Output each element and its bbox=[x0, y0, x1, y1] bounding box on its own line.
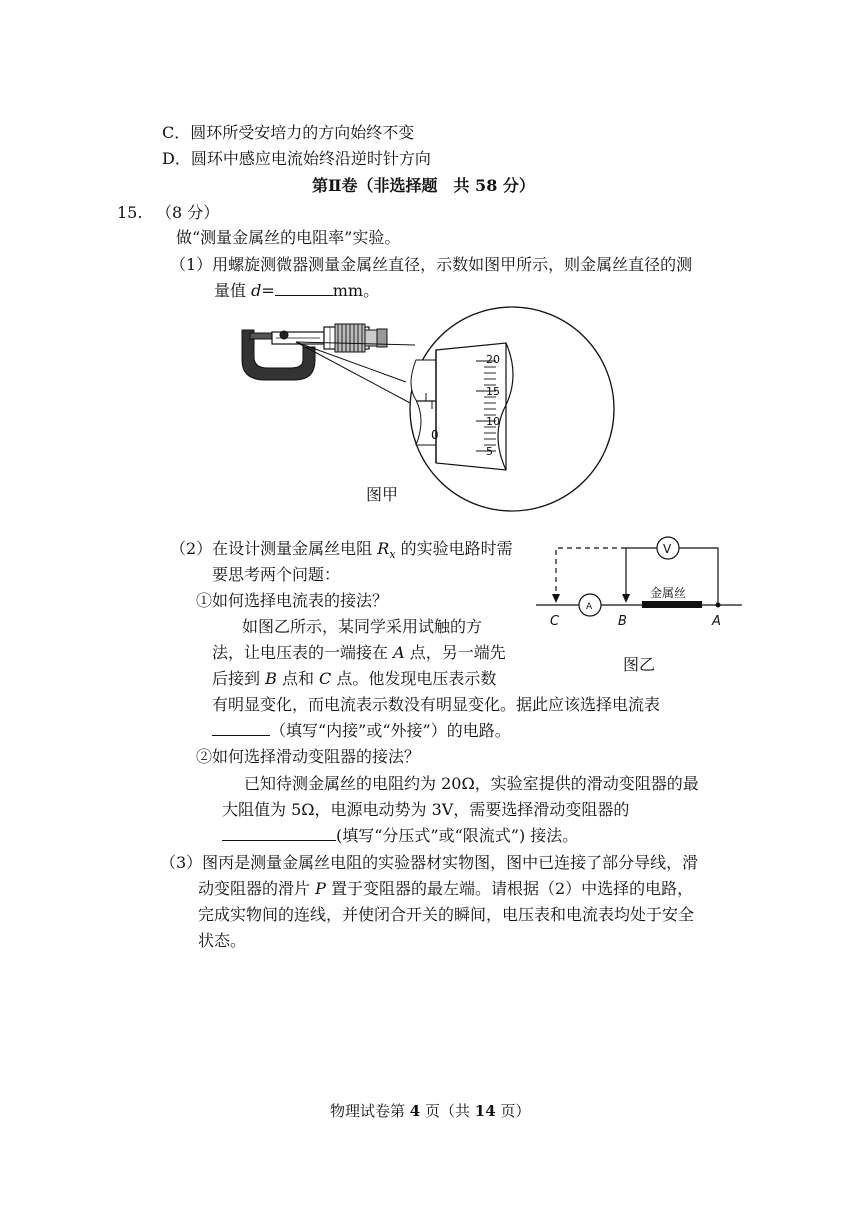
part2-line1: （2）在设计测量金属丝电阻 $R_x$ 的实验电路时需 bbox=[170, 539, 513, 562]
part1-line1: （1）用螺旋测微器测量金属丝直径，示数如图甲所示，则金属丝直径的测 bbox=[170, 255, 693, 274]
part2-line2: 要思考两个问题： bbox=[212, 565, 341, 584]
scale-label-10: 10 bbox=[486, 415, 500, 428]
micrometer-figure bbox=[220, 305, 740, 520]
ammeter-connection-blank[interactable] bbox=[212, 720, 270, 736]
part2-question2: ②如何选择滑动变阻器的接法？ bbox=[196, 747, 421, 766]
figure-yi-caption: 图乙 bbox=[623, 655, 656, 674]
scale-label-20: 20 bbox=[486, 353, 500, 366]
part3-line2: 动变阻器的滑片 P 置于变阻器的最左端。请根据（2）中选择的电路， bbox=[198, 879, 694, 898]
scale-label-5: 5 bbox=[486, 445, 493, 458]
scale-label-0: 0 bbox=[431, 428, 439, 442]
part2-line10: (填写“分压式”或“限流式”) 接法。 bbox=[222, 825, 578, 847]
point-a-label: A bbox=[712, 614, 721, 629]
option-d: D．圆环中感应电流始终沿逆时针方向 bbox=[162, 149, 431, 168]
part3-line1: （3）图丙是测量金属丝电阻的实验器材实物图，图中已连接了部分导线，滑 bbox=[160, 853, 699, 872]
question-number: 15. bbox=[117, 203, 143, 222]
page-footer: 物理试卷第 4 页（共 14 页） bbox=[330, 1102, 531, 1120]
point-c-label: C bbox=[550, 614, 560, 629]
rheostat-connection-blank[interactable] bbox=[222, 825, 336, 841]
metal-wire-label: 金属丝 bbox=[650, 586, 687, 600]
part2-line9: 大阻值为 5Ω，电源电动势为 3V，需要选择滑动变阻器的 bbox=[222, 800, 630, 819]
question-intro: 做“测量金属丝的电阻率”实验。 bbox=[176, 228, 401, 247]
part2-line3: 如图乙所示，某同学采用试触的方 bbox=[242, 617, 483, 636]
metal-wire bbox=[642, 601, 702, 608]
figure-jia-caption: 图甲 bbox=[366, 485, 399, 504]
question-points: （8 分） bbox=[156, 203, 220, 222]
part2-line4: 法，让电压表的一端接在 A 点，另一端先 bbox=[212, 643, 506, 662]
part3-line3: 完成实物间的连线，并使闭合开关的瞬间，电压表和电流表均处于安全 bbox=[198, 905, 695, 924]
svg-text:V: V bbox=[663, 542, 672, 556]
part2-question1: ①如何选择电流表的接法？ bbox=[196, 591, 389, 610]
diameter-answer-blank[interactable] bbox=[275, 280, 333, 296]
svg-text:A: A bbox=[586, 602, 593, 612]
part2-line5: 后接到 B 点和 C 点。他发现电压表示数 bbox=[212, 669, 497, 688]
section-title: 第Ⅱ卷（非选择题 共 58 分） bbox=[312, 176, 535, 195]
part2-line6: 有明显变化，而电流表示数没有明显变化。据此应该选择电流表 bbox=[212, 695, 661, 714]
part3-line4: 状态。 bbox=[198, 931, 247, 950]
option-c: C．圆环所受安培力的方向始终不变 bbox=[162, 123, 415, 142]
part2-line7: （填写“内接”或“外接”）的电路。 bbox=[212, 720, 511, 742]
part1-line2: 量值 d= mm。 bbox=[214, 281, 380, 300]
scale-label-15: 15 bbox=[486, 385, 500, 398]
part2-line8: 已知待测金属丝的电阻约为 20Ω，实验室提供的滑动变阻器的最 bbox=[244, 774, 699, 793]
point-b-label: B bbox=[618, 614, 627, 629]
